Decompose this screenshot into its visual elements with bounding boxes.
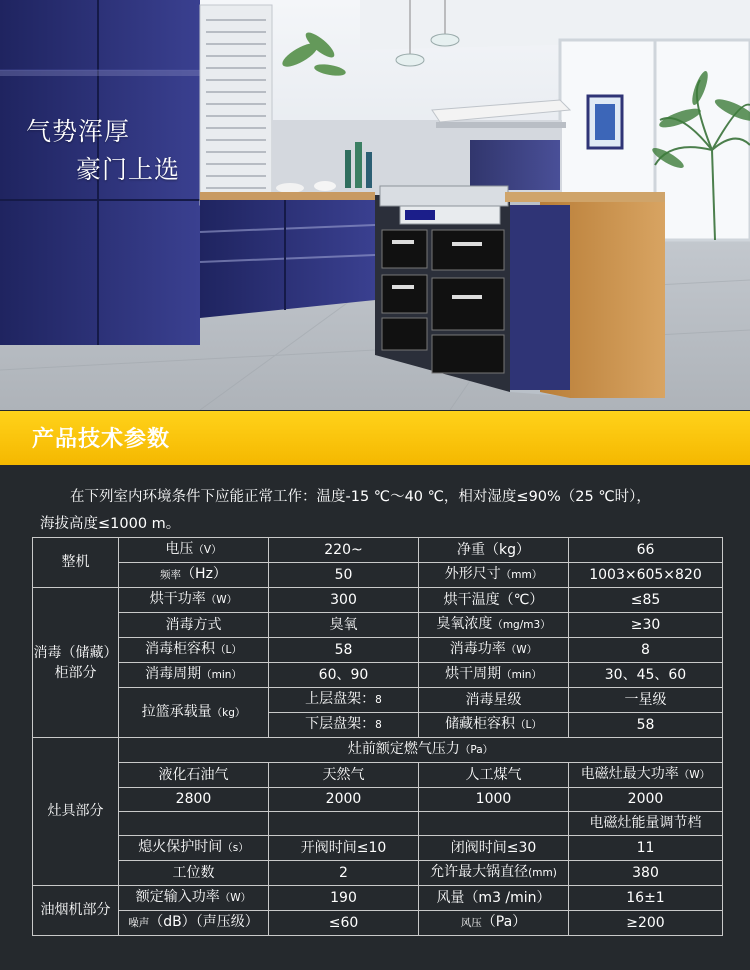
net-weight-value: 66 [569, 538, 723, 563]
basket-label: 拉篮承载量（kg） [119, 688, 269, 738]
method-value: 臭氧 [269, 613, 419, 638]
hero-slogan-line2: 豪门上选 [76, 155, 181, 184]
noise-label: 噪声（dB）（声压级） [119, 911, 269, 936]
table-row [33, 886, 723, 911]
group-hood: 油烟机部分 [33, 886, 119, 936]
star-label: 消毒星级 [419, 688, 569, 713]
lpg-value: 2800 [119, 788, 269, 812]
operating-conditions-text [40, 484, 730, 538]
frequency-value: 50 [269, 563, 419, 588]
method-label: 消毒方式 [119, 613, 269, 638]
flameout-label: 熄火保护时间（s） [119, 836, 269, 861]
stations-label: 工位数 [119, 861, 269, 886]
hero-slogan-line1: 气势浑厚 [26, 117, 131, 146]
volume-label: 消毒柜容积（L） [119, 638, 269, 663]
pot-value: 380 [569, 861, 723, 886]
kitchen-illustration [0, 0, 750, 410]
drying-power-value: 300 [269, 588, 419, 613]
dis-power-label: 消毒功率（W） [419, 638, 569, 663]
storage-label: 储藏柜容积（L） [419, 713, 569, 738]
ozone-label: 臭氧浓度（mg/m3） [419, 613, 569, 638]
pot-label: 允许最大锅直径(mm) [419, 861, 569, 886]
ng-value: 2000 [269, 788, 419, 812]
induction-power-label: 电磁灶最大功率（W） [569, 763, 723, 788]
spec-table [32, 537, 723, 936]
drying-power-label: 烘干功率（W） [119, 588, 269, 613]
group-disinfection: 消毒（储藏） 柜部分 [33, 588, 119, 738]
dimensions-value: 1003×605×820 [569, 563, 723, 588]
stations-value: 2 [269, 861, 419, 886]
net-weight-label: 净重（kg） [419, 538, 569, 563]
intro-line2: 海拔高度≤1000 m。 [40, 516, 181, 532]
table-row [33, 763, 723, 788]
gas-pressure-label: 灶前额定燃气压力（Pa） [119, 738, 723, 763]
voltage-label: 电压（V） [119, 538, 269, 563]
volume-value: 58 [269, 638, 419, 663]
airflow-value: 16±1 [569, 886, 723, 911]
voltage-value: 220~ [269, 538, 419, 563]
cycle-label: 消毒周期（min） [119, 663, 269, 688]
pressure-label: 风压（Pa） [419, 911, 569, 936]
induction-levels-value: 11 [569, 836, 723, 861]
noise-value: ≤60 [269, 911, 419, 936]
kitchen-hero-image [0, 0, 750, 410]
lower-rack: 下层盘架：8 [269, 713, 419, 738]
table-row [33, 688, 723, 713]
table-row [33, 861, 723, 886]
storage-value: 58 [569, 713, 723, 738]
star-value: 一星级 [569, 688, 723, 713]
dry-cycle-value: 30、45、60 [569, 663, 723, 688]
open-valve: 开阀时间≤10 [269, 836, 419, 861]
section-title: 产品技术参数 [32, 427, 171, 452]
cycle-value: 60、90 [269, 663, 419, 688]
induction-levels-label: 电磁灶能量调节档 [569, 812, 723, 836]
table-row [33, 836, 723, 861]
input-power-value: 190 [269, 886, 419, 911]
induction-power-value: 2000 [569, 788, 723, 812]
table-row [33, 613, 723, 638]
intro-line1: 在下列室内环境条件下应能正常工作：温度-15 ℃～40 ℃，相对湿度≤90%（25 ℃时）， [70, 489, 651, 505]
table-row [33, 663, 723, 688]
dimensions-label: 外形尺寸（mm） [419, 563, 569, 588]
dry-cycle-label: 烘干周期（min） [419, 663, 569, 688]
table-row [33, 638, 723, 663]
table-row [33, 538, 723, 563]
table-row [33, 812, 723, 836]
pressure-value: ≥200 [569, 911, 723, 936]
empty-cell [269, 812, 419, 836]
ozone-value: ≥30 [569, 613, 723, 638]
section-banner [0, 411, 750, 465]
ng-label: 天然气 [269, 763, 419, 788]
table-row [33, 563, 723, 588]
cg-value: 1000 [419, 788, 569, 812]
table-row [33, 911, 723, 936]
empty-cell [419, 812, 569, 836]
drying-temp-label: 烘干温度（℃） [419, 588, 569, 613]
table-row [33, 738, 723, 763]
table-row [33, 788, 723, 812]
dis-power-value: 8 [569, 638, 723, 663]
lpg-label: 液化石油气 [119, 763, 269, 788]
upper-rack: 上层盘架：8 [269, 688, 419, 713]
drying-temp-value: ≤85 [569, 588, 723, 613]
group-stove: 灶具部分 [33, 738, 119, 886]
empty-cell [119, 812, 269, 836]
table-row [33, 588, 723, 613]
frequency-label: 频率（Hz） [119, 563, 269, 588]
airflow-label: 风量（m3 /min） [419, 886, 569, 911]
close-valve: 闭阀时间≤30 [419, 836, 569, 861]
group-whole-unit: 整机 [33, 538, 119, 588]
input-power-label: 额定输入功率（W） [119, 886, 269, 911]
cg-label: 人工煤气 [419, 763, 569, 788]
